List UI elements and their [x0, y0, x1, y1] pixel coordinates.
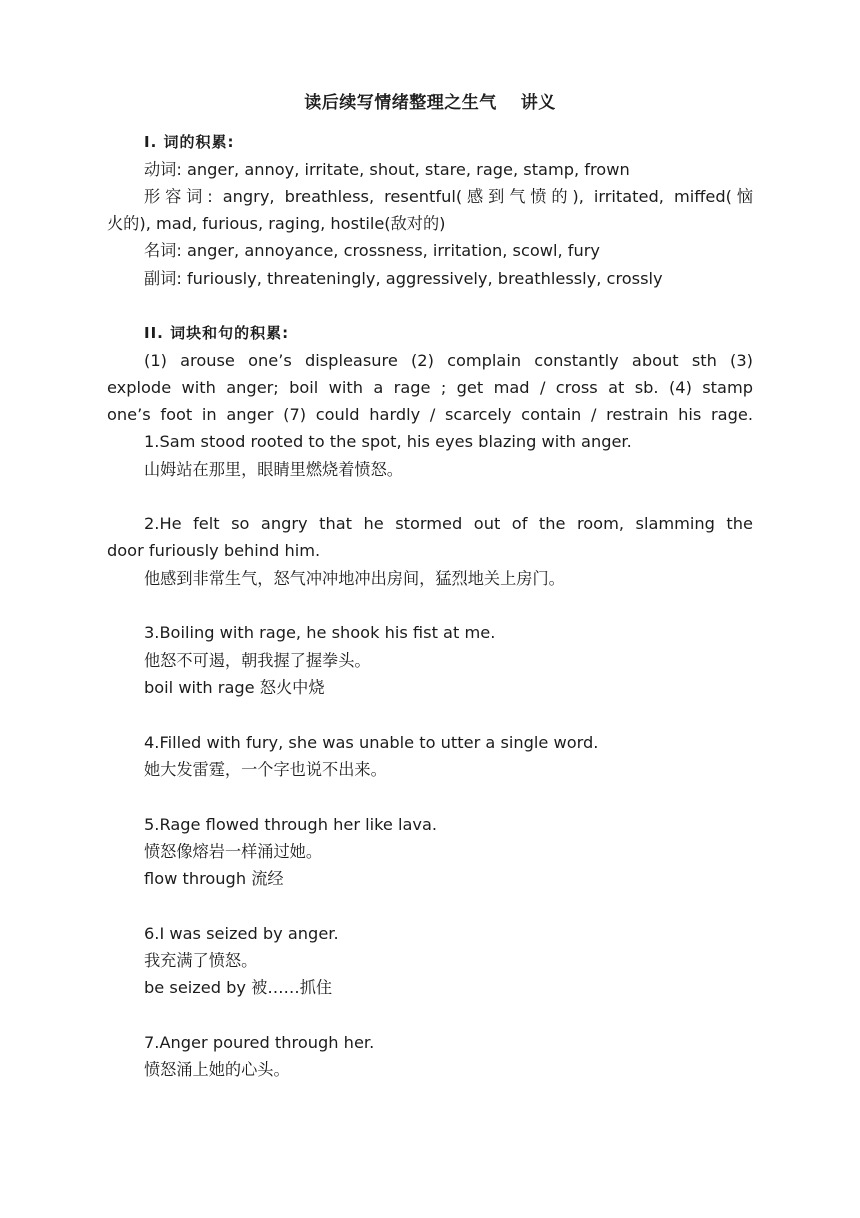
example-2-english-line-2: door furiously behind him.	[107, 541, 321, 560]
phrases-line-1: (1) arouse one’s displeasure (2) complain constantly about sth (3)	[144, 351, 753, 370]
example-5-english: 5.Rage flowed through her like lava.	[144, 815, 438, 834]
phrases-line-3: one’s foot in anger (7) could hardly / scarcely contain / restrain his rage.	[107, 405, 753, 424]
section1-heading: Ⅰ. 词的积累:	[144, 133, 235, 151]
example-2-chinese: 他感到非常生气，怒气冲冲地冲出房间，猛烈地关上房门。	[144, 569, 565, 588]
phrases-line-2: explode with anger; boil with a rage ; get mad / cross at sb. (4) stamp	[107, 378, 753, 397]
example-5-chinese: 愤怒像熔岩一样涌过她。	[144, 842, 323, 861]
example-6-note: be seized by 被……抓住	[144, 978, 333, 997]
example-3-note: boil with rage 怒火中烧	[144, 678, 325, 697]
example-5-note: flow through 流经	[144, 869, 284, 888]
example-6-english: 6.I was seized by anger.	[144, 924, 339, 943]
adjectives-line-1: 形容词: angry, breathless, resentful(感到气愤的), irritated, miffed(恼	[144, 187, 753, 206]
adverbs-line: 副词: furiously, threateningly, aggressively, breathlessly, crossly	[144, 269, 663, 288]
page-title: 读后续写情绪整理之生气 讲义	[304, 93, 556, 113]
example-7-english: 7.Anger poured through her.	[144, 1033, 375, 1052]
verbs-line: 动词: anger, annoy, irritate, shout, stare, rage, stamp, frown	[144, 160, 630, 179]
example-3-english: 3.Boiling with rage, he shook his fist at me.	[144, 623, 496, 642]
example-2-english-line-1: 2.He felt so angry that he stormed out of the room, slamming the	[144, 514, 753, 533]
example-1-chinese: 山姆站在那里，眼睛里燃烧着愤怒。	[144, 460, 403, 479]
adjectives-line-2: 火的), mad, furious, raging, hostile(敌对的)	[107, 214, 446, 233]
section2-heading: II. 词块和句的积累:	[144, 324, 290, 342]
example-4-english: 4.Filled with fury, she was unable to utter a single word.	[144, 733, 599, 752]
example-3-chinese: 他怒不可遏，朝我握了握拳头。	[144, 651, 371, 670]
nouns-line: 名词: anger, annoyance, crossness, irritation, scowl, fury	[144, 241, 600, 260]
example-1-english: 1.Sam stood rooted to the spot, his eyes blazing with anger.	[144, 432, 632, 451]
example-7-chinese: 愤怒涌上她的心头。	[144, 1060, 290, 1079]
example-6-chinese: 我充满了愤怒。	[144, 951, 258, 970]
example-4-chinese: 她大发雷霆，一个字也说不出来。	[144, 760, 387, 779]
